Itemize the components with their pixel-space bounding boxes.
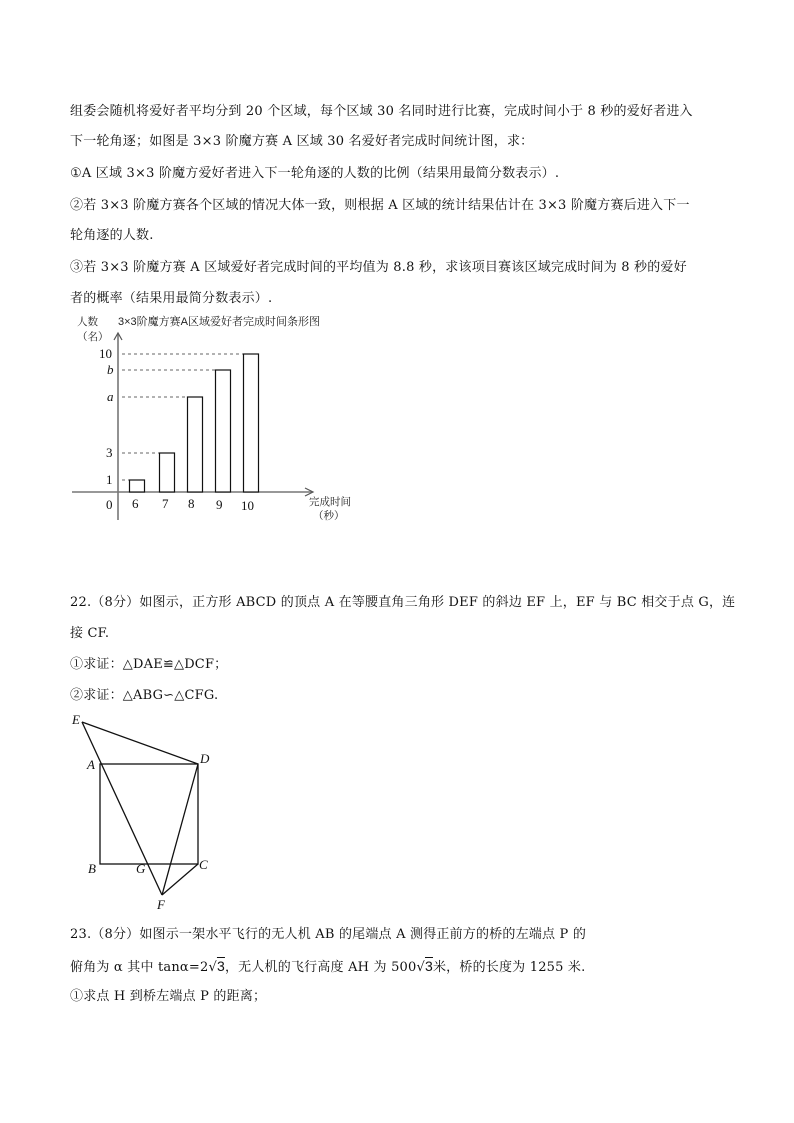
origin-label: 0 — [106, 497, 113, 512]
q21-sub-2: ②若 3×3 阶魔方赛各个区域的情况大体一致，则根据 A 区域的统计结果估计在 3×3 阶魔方赛后进入下一 — [70, 198, 690, 213]
point-label-f: F — [157, 897, 165, 912]
point-label-c: C — [199, 857, 208, 872]
q23-line-2-part-b: ，无人机的飞行高度 AH 为 500√ — [224, 960, 425, 975]
q21-line-2: 下一轮角逐；如图是 3×3 阶魔方赛 A 区域 30 名爱好者完成时间统计图，求： — [70, 134, 534, 149]
q23-line-2 — [70, 958, 585, 976]
x-tick-8: 8 — [188, 496, 195, 511]
y-axis-label: 人数 — [77, 316, 98, 328]
point-label-d: D — [200, 751, 210, 766]
q22-line-2: 接 CF. — [70, 626, 110, 641]
q23-line-2-part-a: 俯角为 α 其中 tanα=2√ — [70, 960, 217, 975]
x-tick-6: 6 — [132, 496, 139, 511]
point-label-g: G — [136, 861, 146, 876]
point-label-a: A — [87, 757, 95, 772]
sqrt-3-b: 3 — [424, 958, 433, 974]
y-axis-unit: （名） — [77, 331, 109, 343]
q23-line-1: 23.（8分）如图示一架水平飞行的无人机 AB 的尾端点 A 测得正前方的桥的左端点 P 的 — [70, 927, 587, 942]
x-tick-9: 9 — [216, 497, 223, 512]
y-tick-3: 3 — [106, 445, 113, 460]
q21-sub-3: ③若 3×3 阶魔方赛 A 区域爱好者完成时间的平均值为 8.8 秒，求该项目赛该区域完成时间为 8 秒的爱好 — [70, 260, 687, 275]
point-label-e: E — [72, 712, 80, 727]
q23-sub-1: ①求点 H 到桥左端点 P 的距离； — [70, 989, 267, 1004]
q23-line-2-part-c: 米，桥的长度为 1255 米. — [432, 960, 586, 975]
geometry-figure — [0, 700, 260, 915]
q21-line-1: 组委会随机将爱好者平均分到 20 个区域，每个区域 30 名同时进行比赛，完成时间小于 8 秒的爱好者进入 — [70, 104, 693, 119]
y-tick-1: 1 — [106, 472, 113, 487]
q21-sub-3-cont: 者的概率（结果用最简分数表示）. — [70, 291, 273, 306]
point-label-b: B — [88, 861, 96, 876]
y-tick-10: 10 — [99, 346, 112, 361]
sqrt-3-a: 3 — [216, 958, 225, 974]
q22-sub-2: ②求证：△ABG∽△CFG. — [70, 688, 219, 703]
x-axis-unit: （秒） — [313, 510, 345, 522]
chart-title: 3×3阶魔方赛A区域爱好者完成时间条形图 — [118, 316, 320, 328]
q21-sub-1: ①A 区域 3×3 阶魔方爱好者进入下一轮角逐的人数的比例（结果用最简分数表示）. — [70, 166, 560, 181]
q21-sub-2-cont: 轮角逐的人数. — [70, 228, 154, 243]
q22-line-1: 22.（8分）如图示，正方形 ABCD 的顶点 A 在等腰直角三角形 DEF 的斜边 EF 上，EF 与 BC 相交于点 G，连 — [70, 595, 736, 610]
x-tick-10: 10 — [241, 498, 254, 513]
x-tick-7: 7 — [162, 496, 169, 511]
x-axis-label: 完成时间 — [309, 496, 351, 508]
y-tick-a: a — [107, 389, 114, 404]
q22-sub-1: ①求证：△DAE≌△DCF； — [70, 657, 228, 672]
square-triangle-diagram — [0, 700, 260, 915]
y-tick-b: b — [107, 362, 114, 377]
